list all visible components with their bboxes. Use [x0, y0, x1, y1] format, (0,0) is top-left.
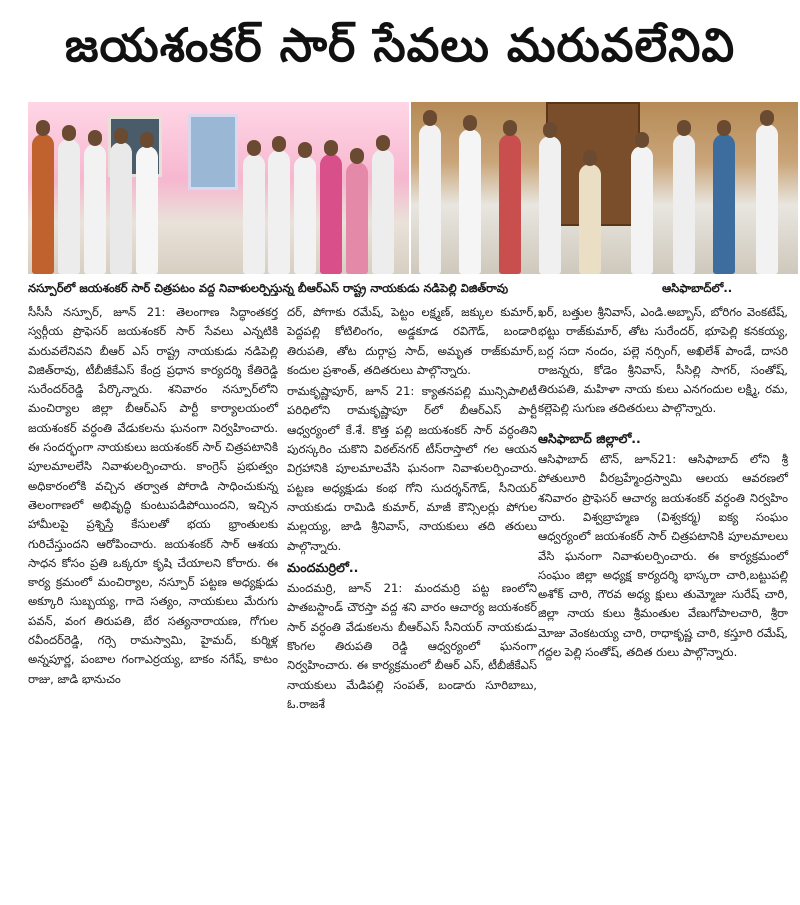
person-head — [324, 140, 338, 156]
person-figure — [372, 149, 394, 274]
person-figure — [243, 154, 265, 274]
person-head — [298, 142, 312, 158]
person-head — [423, 110, 437, 126]
person-figure — [32, 134, 54, 274]
person-head — [140, 132, 154, 148]
person-head — [272, 136, 286, 152]
person-head — [62, 125, 76, 141]
caption-left: నస్పూర్‌లో జయశంకర్ సార్ చిత్రపటం వద్ద నివాళులర్పిస్తున్న బీఆర్ఎస్ రాష్ట్ర నాయకుడు నడిపెల్లి విజిత్‌రావు — [28, 281, 509, 295]
person-head — [88, 130, 102, 146]
photo-caption — [28, 281, 768, 299]
column-3-text-b: ఆసిఫాబాద్ టౌన్, జూన్21: ఆసిఫాబాద్ లోని శ్రీ పోతులూరి వీరబ్రహ్మేంద్రస్వామి ఆలయ ఆవరణలో శనివారం ప్రొఫెసర్ ఆచార్య జయశంకర్ వర్ధంతి నిర్వహిం చారు. విశ్వబ్రాహ్మణ (విశ్వకర్మ) ఐక్య సంఘం ఆధ్వర్యంలో జయశంకర్ సార్ చిత్రపటానికి పూలమాలలు వేసి ఘనంగా నివాళులర్పించారు. ఈ కార్యక్రమంలో సంఘం జిల్లా అధ్యక్ష కార్యదర్శి భాస్కరా చారి,బట్టుపల్లి అశోక్ చారి, గౌరవ అధ్య క్షులు తుమ్మోజు సురేష్ చారి, జిల్లా నాయ కులు శ్రీమంతుల వేణుగోపాలచారి, శ్రీరా మోజు వెంకటయ్య చారి, రాధాకృష్ణ చారి, కస్తూరి రమేష్, గద్దల పెల్లి సంతోష్, తదిత రులు పాల్గొన్నారు. — [538, 452, 788, 660]
photo-strip — [28, 102, 798, 274]
column-2 — [287, 303, 537, 714]
person-figure — [499, 134, 521, 274]
person-head — [350, 148, 364, 164]
column-3 — [538, 303, 788, 662]
column-2-text-b: రామకృష్ణాపూర్, జూన్ 21: క్యాతనపల్లి మున్సిపాలిటీ పరిధిలోని రామకృష్ణాపూ ర్‌లో బీఆర్ఎస్ పార్టీ ఆధ్వర్యంలో కే.శే. కొత్త పల్లి జయశంకర్ సార్ వర్ధంతిని పురస్కరిం చుకొని విఠల్‌నగర్ టీస్‌రాస్తాలో గల ఆయన విగ్రహానికి పూలమాలవేసి ఘనంగా నివాళులర్పించారు. పట్టణ అధ్యక్షుడు కంభ గోని సుదర్శన్‌గౌడ్, సీనియర్ నాయకుడు రామిడి కుమార్, మాజీ కౌన్సిలర్లు పోగుల మల్లయ్య, జాడి శ్రీనివాస్, నాయకులు తది తరులు పాల్గొన్నారు. — [287, 384, 537, 553]
person-figure — [320, 154, 342, 274]
person-figure — [713, 134, 735, 274]
group-photo-right — [411, 102, 798, 274]
column-2-text-c: మందమర్రి, జూన్ 21: మందమర్రి పట్ట ణంలోని పాతబస్టాండ్ చౌరస్తా వద్ద శని వారం ఆచార్య జయశంకర్ సార్ వర్ధంతి వేడుకలను బీఆర్ఎస్ సీనియర్ నాయకుడు కొంగల తిరుపతి రెడ్డి ఆధ్వర్యంలో ఘనంగా నిర్వహించారు. ఈ కార్యక్రమంలో బీఆర్ ఎస్, టీబీజీకేఎస్ నాయకులు మేడిపల్లి సంపత్, బండారు సూరిబాబు, ఓ.రాజశే — [287, 581, 537, 711]
group-photo-left — [28, 102, 409, 274]
person-head — [247, 140, 261, 156]
column-2-text-a: దర్, పోగాకు రమేష్, పెట్టం లక్ష్మణ్, జక్కుల కుమార్, పెద్దపల్లి కోటిలింగం, అడ్డకూడ రవిగౌడ్, బండారి తిరుపతి, తోట దుర్గాప్ర సాద్, అమృత రాజ్‌కుమార్, కందుల ప్రశాంత్, తదితరులు పాల్గొన్నారు. — [287, 305, 537, 377]
column-1-text: సీసీసీ నస్పూర్, జూన్ 21: తెలంగాణ సిద్ధాంతకర్త స్వర్గీయ ప్రొఫెసర్ జయశంకర్ సార్ సేవలు ఎన్నటికి మరువలేనివని బీఆర్ ఎస్ రాష్ట్ర నాయకుడు నడిపెల్లి విజిత్‌రావు, టీబీజీకేఎస్ కేంద్ర ప్రధాన కార్యదర్శి కేతిరెడ్డి సురేందర్‌రెడ్డి పేర్కొన్నారు. శనివారం నస్పూర్‌లోని మంచిర్యాల జిల్లా బీఆర్ఎస్ పార్టీ కార్యాలయంలో జయశంకర్ వర్ధంతి వేడుకలను ఘనంగా నిర్వహించారు. ఈ సందర్భంగా నాయకులు జయశంకర్ సార్ చిత్రపటానికి పూలమాలలేసి నివాళులర్పించారు. కాంగ్రెస్ ప్రభుత్వం అధికారంలోకి వచ్చిన తర్వాత పోరాడి సాధించుకున్న తెలంగాణలో అభివృద్ధి కుంటుపడిపోయిందని, ఇచ్చిన హామీలపై ప్రశ్నిస్తే కేసులతో భయ భ్రాంతులకు గురిచేస్తుందని ఆరోపించారు. జయశంకర్ సార్ ఆశయ సాధన కోసం ప్రతి ఒక్కరూ కృషి చేయాలని కోరారు. ఈ కార్య క్రమంలో మంచిర్యాల, నస్పూర్ పట్టణ అధ్యక్షుడు అక్కూరి సుబ్బయ్య, గాదె సత్యం, నాయకులు మేరుగు పవన్, వంగ తిరుపతి, బేర సత్యనారాయణ, గోగుల రవీందర్‌రెడ్డి, గర్సె రామస్వామి, హైమద్, కుర్మిళ్ల అన్నపూర్ణ, పంబాల గంగాఎర్రయ్య, బాకం నగేష్, కాటం రాజు, జాడి భానుచం — [28, 305, 278, 686]
person-figure — [419, 124, 441, 274]
person-head — [463, 115, 477, 131]
person-figure — [459, 129, 481, 274]
person-head — [376, 135, 390, 151]
headline: జయశంకర్ సార్ సేవలు మరువలేనివి — [64, 18, 736, 72]
person-figure — [84, 144, 106, 274]
person-figure — [346, 162, 368, 274]
person-figure — [58, 139, 80, 274]
person-figure — [268, 150, 290, 274]
person-figure — [539, 136, 561, 274]
person-head — [503, 120, 517, 136]
person-head — [36, 120, 50, 136]
person-figure — [756, 124, 778, 274]
portrait-frame — [188, 114, 238, 190]
column-1 — [28, 303, 278, 689]
person-figure — [294, 156, 316, 274]
person-head — [583, 150, 597, 166]
person-figure — [631, 146, 653, 274]
person-head — [760, 110, 774, 126]
person-head — [677, 120, 691, 136]
person-head — [635, 132, 649, 148]
column-2-subhead: మందమర్రిలో.. — [287, 559, 359, 575]
person-head — [114, 128, 128, 144]
column-3-text-a: ఖర్, బత్తుల శ్రీనివాస్, ఎండి.అబ్బాస్, బోరిగం వెంకటేష్, భట్టు రాజ్‌కుమార్, తోట సురేందర్, భూపెల్లి కనకయ్య, బర్ల సదా నందం, పల్లె నర్సింగ్, అఖిలేశ్ పాండే, దాసరి రాజన్నరు, కోడెం శ్రీనివాస్, సీసిల్లి సాగర్, సంతోష్, తిరుపతి, మహిళా నాయ కులు ఎనగందుల లక్ష్మి, రమ, కల్లెపెల్లి సుగుణ తదితరులు పాల్గొన్నారు. — [538, 305, 788, 416]
person-head — [717, 120, 731, 136]
person-figure — [110, 142, 132, 274]
person-figure — [673, 134, 695, 274]
caption-right: ఆసిఫాబాద్‌లో.. — [662, 281, 733, 295]
person-figure — [136, 146, 158, 274]
person-head — [543, 122, 557, 138]
column-3-subhead: ఆసిఫాబాద్ జిల్లాలో.. — [538, 430, 641, 446]
person-figure — [579, 164, 601, 274]
